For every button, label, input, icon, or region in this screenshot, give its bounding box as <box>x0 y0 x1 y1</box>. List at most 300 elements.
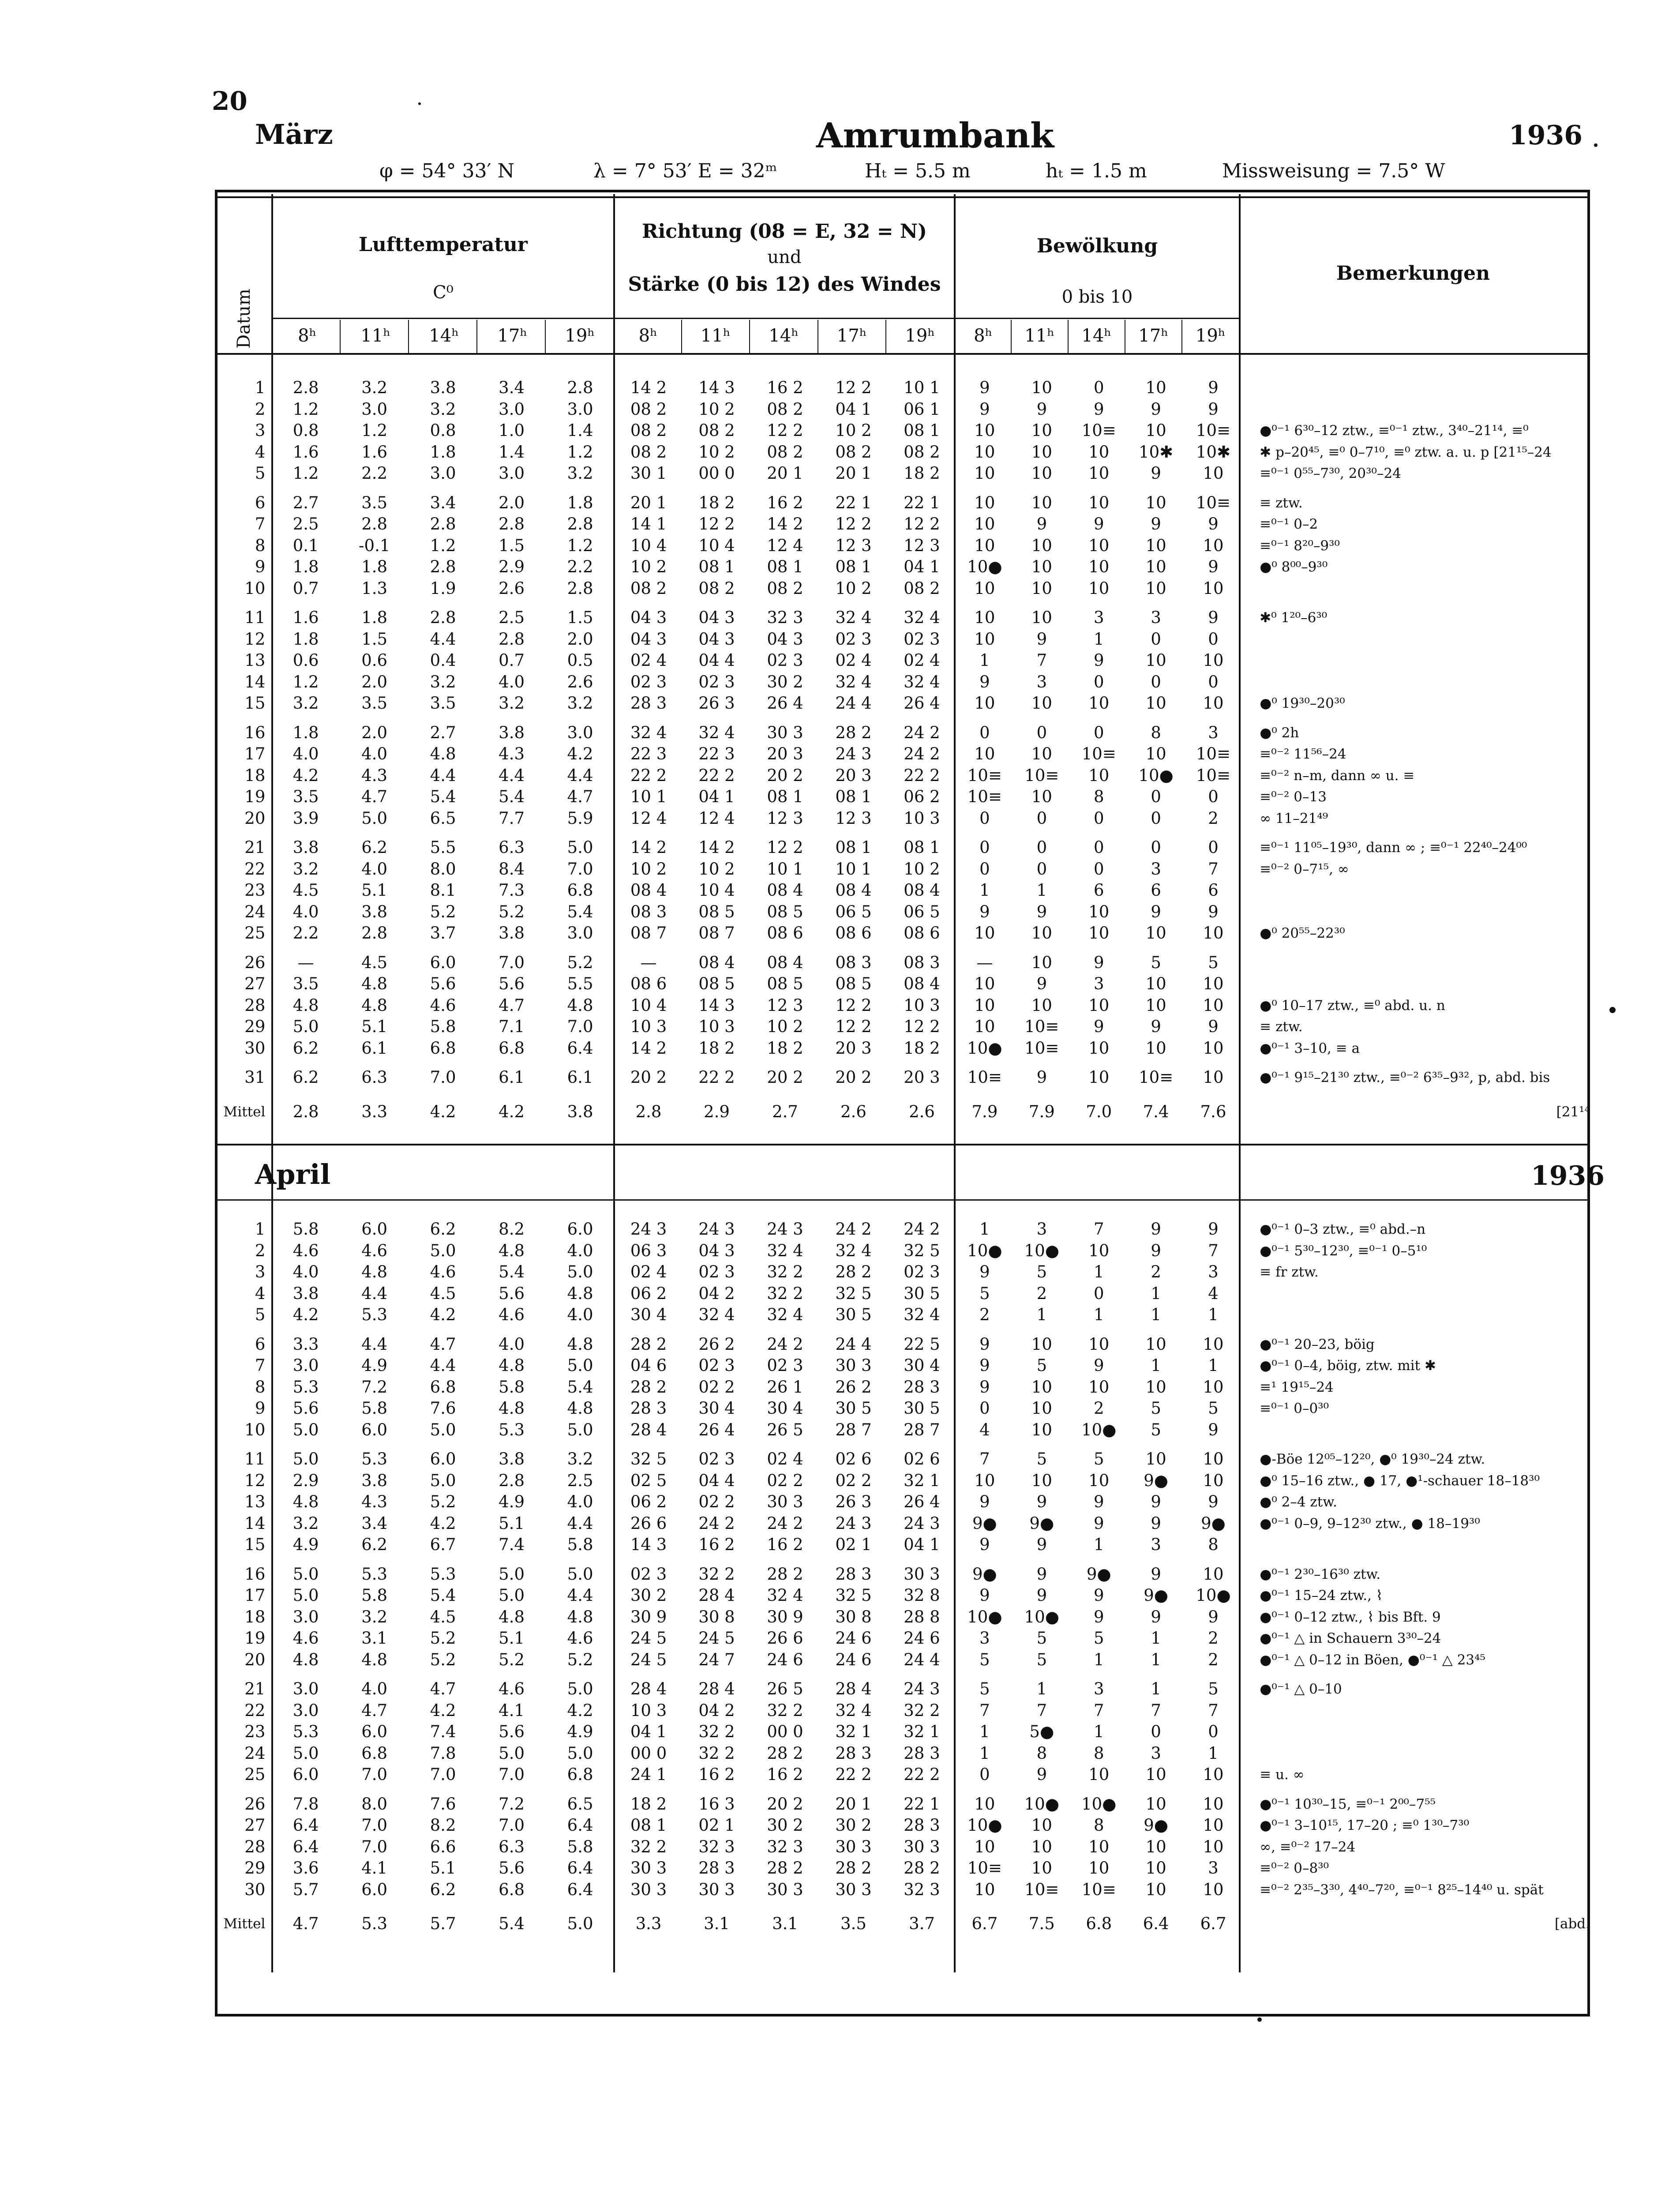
date-cell: 25 <box>244 1765 266 1784</box>
cloudiness-cell: 1 <box>1151 1284 1161 1303</box>
date-cell: 16 <box>244 1564 266 1584</box>
table-row <box>216 535 1590 557</box>
temperature-cell: 3.4 <box>499 378 525 397</box>
cloudiness-cell: 9 <box>1208 514 1219 533</box>
cloudiness-cell: 10 <box>1145 651 1166 670</box>
temperature-cell: 7.2 <box>499 1794 525 1814</box>
temperature-cell: 4.8 <box>499 1607 525 1626</box>
cloudiness-cell: 1 <box>1151 1650 1161 1669</box>
wind-cell: 30 3 <box>767 1492 803 1511</box>
temperature-cell: 5.0 <box>430 1420 456 1439</box>
cloudiness-cell: 7.0 <box>1086 1102 1112 1121</box>
wind-cell: 32 2 <box>698 1743 735 1763</box>
wind-cell: 28 4 <box>630 1420 667 1439</box>
date-cell: 25 <box>244 924 266 943</box>
temperature-cell: 4.0 <box>499 1334 525 1354</box>
table-row <box>216 744 1590 765</box>
temperature-cell: 4.2 <box>292 1305 319 1324</box>
cloudiness-cell: 5 <box>1151 1399 1161 1418</box>
remarks-cell <box>1242 1283 1590 1305</box>
date-cell: 2 <box>255 1241 266 1260</box>
temperature-cell: 7.7 <box>499 808 525 828</box>
cloudiness-cell: 10 <box>1088 1859 1110 1878</box>
wind-cell: 08 6 <box>630 974 667 993</box>
wind-cell: 32 3 <box>767 1837 803 1856</box>
temperature-cell: 4.6 <box>499 1305 525 1324</box>
remarks-cell: ≡⁰⁻¹ 0–2 <box>1260 516 1318 532</box>
wind-cell: 30 5 <box>904 1284 940 1303</box>
month-title-april: April <box>255 1158 331 1190</box>
wind-cell: 2.7 <box>772 1102 798 1121</box>
wind-cell: 30 5 <box>835 1305 872 1324</box>
cloudiness-cell: 10 <box>974 536 995 555</box>
wind-cell: 10 2 <box>698 399 735 419</box>
cloudiness-cell: 9 <box>1093 1356 1104 1375</box>
temperature-cell: 3.0 <box>567 924 593 943</box>
wind-cell: 08 5 <box>767 902 803 921</box>
date-cell: 8 <box>255 1377 266 1397</box>
cloudiness-cell: 10● <box>967 557 1002 576</box>
table-row <box>216 786 1590 808</box>
hour-header: 8ʰ <box>298 326 317 346</box>
remarks-cell <box>1242 672 1590 693</box>
temperature-cell: 5.1 <box>499 1513 525 1533</box>
wind-cell: 04 1 <box>835 399 872 419</box>
cloudiness-cell: 1 <box>1093 1305 1104 1324</box>
table-row <box>216 1334 1590 1356</box>
temperature-cell: 4.8 <box>567 1607 593 1626</box>
temperature-cell: 3.2 <box>361 378 388 397</box>
table-row <box>216 995 1590 1017</box>
date-cell: 28 <box>244 1837 266 1856</box>
wind-cell: 04 1 <box>698 787 735 806</box>
wind-header-line1: Richtung (08 = E, 32 = N) <box>642 220 927 243</box>
wind-cell: 02 3 <box>698 1356 735 1375</box>
temperature-cell: 5.2 <box>567 953 593 972</box>
date-cell: 20 <box>244 1650 266 1669</box>
cloudiness-cell: 9 <box>1036 629 1047 649</box>
remarks-cell <box>1242 578 1590 600</box>
cloudiness-cell: 10 <box>974 442 995 462</box>
temperature-cell: 2.8 <box>499 629 525 649</box>
temperature-cell: 5.4 <box>499 787 525 806</box>
wind-cell: 02 4 <box>767 1449 803 1468</box>
date-cell: 18 <box>244 766 266 785</box>
hour-header: 19ʰ <box>565 326 595 346</box>
temperature-cell: 0.4 <box>430 651 456 670</box>
wind-cell: 08 1 <box>835 557 872 576</box>
wind-cell: 08 5 <box>835 974 872 993</box>
cloudiness-cell: 10 <box>1088 1038 1110 1058</box>
wind-cell: 32 3 <box>767 608 803 627</box>
date-cell: 6 <box>255 493 266 512</box>
wind-cell: 10 2 <box>698 442 735 462</box>
temperature-cell: 4.5 <box>430 1607 456 1626</box>
cloudiness-unit: 0 bis 10 <box>1061 287 1133 307</box>
temperature-cell: 3.6 <box>292 1859 319 1878</box>
cloudiness-cell: 9● <box>1144 1816 1169 1835</box>
wind-cell: 08 2 <box>630 421 667 440</box>
table-row <box>216 556 1590 578</box>
cloudiness-cell: 10 <box>1088 1471 1110 1490</box>
table-row <box>216 693 1590 714</box>
wind-cell: 02 3 <box>835 629 872 649</box>
temperature-cell: 4.9 <box>292 1535 319 1554</box>
wind-cell: 02 3 <box>767 651 803 670</box>
wind-cell: 30 9 <box>630 1607 667 1626</box>
wind-cell: 20 1 <box>835 1794 872 1814</box>
cloudiness-cell: 8 <box>1093 787 1104 806</box>
cloudiness-cell: 9● <box>1029 1513 1054 1533</box>
wind-cell: 04 3 <box>630 629 667 649</box>
wind-cell: 30 3 <box>767 723 803 742</box>
temperature-cell: 3.9 <box>292 808 319 828</box>
temperature-cell: 6.4 <box>567 1816 593 1835</box>
wind-cell: 32 4 <box>698 723 735 742</box>
cloudiness-cell: 10 <box>1088 1334 1110 1354</box>
remarks-cell: ≡⁰⁻² 0–7¹⁵, ∞ <box>1260 861 1349 877</box>
cloudiness-cell: 0 <box>1036 808 1047 828</box>
cloudiness-cell: 10 <box>974 1471 995 1490</box>
temperature-cell: 4.2 <box>430 1305 456 1324</box>
table-row <box>216 463 1590 484</box>
temperature-cell: 6.4 <box>567 1859 593 1878</box>
cloudiness-cell: 10● <box>967 1607 1002 1626</box>
temperature-cell: 6.2 <box>292 1068 319 1087</box>
temperature-cell: 2.2 <box>567 557 593 576</box>
temperature-cell: 5.5 <box>567 974 593 993</box>
temperature-cell: 3.0 <box>292 1607 319 1626</box>
cloudiness-cell: 5 <box>979 1650 990 1669</box>
wind-cell: 00 0 <box>767 1722 803 1741</box>
cloudiness-cell: 10 <box>974 421 995 440</box>
wind-cell: 28 3 <box>630 694 667 713</box>
table-row <box>216 442 1590 463</box>
cloudiness-cell: 3 <box>1208 1859 1219 1878</box>
remarks-cell: ●⁰⁻¹ 20–23, böig <box>1260 1336 1375 1352</box>
cloudiness-cell: 10 <box>1145 1794 1166 1814</box>
date-cell: 30 <box>244 1038 266 1058</box>
wind-cell: 32 4 <box>835 608 872 627</box>
table-row <box>216 765 1590 787</box>
temperature-cell: 1.2 <box>361 421 388 440</box>
remarks-cell: ●⁰ 8⁰⁰–9³⁰ <box>1260 559 1328 575</box>
temperature-cell: 1.8 <box>292 557 319 576</box>
cloudiness-cell: 9 <box>1093 953 1104 972</box>
cloudiness-cell: 9 <box>1208 378 1219 397</box>
cloudiness-cell: 6 <box>1093 881 1104 900</box>
cloudiness-cell: 10● <box>1196 1586 1231 1605</box>
cloudiness-cell: 2 <box>1093 1399 1104 1418</box>
wind-cell: 20 2 <box>835 1068 872 1087</box>
wind-cell: 32 4 <box>904 608 940 627</box>
table-row <box>216 1283 1590 1305</box>
cloudiness-cell: 9 <box>1093 1017 1104 1036</box>
cloudiness-cell: 10 <box>1203 578 1224 598</box>
hour-header: 8ʰ <box>638 326 658 346</box>
cloudiness-cell: 9 <box>1093 651 1104 670</box>
date-cell: 15 <box>244 1535 266 1554</box>
temperature-cell: 3.8 <box>292 1284 319 1303</box>
temperature-cell: 2.8 <box>430 514 456 533</box>
cloudiness-cell: 10 <box>1088 1068 1110 1087</box>
cloudiness-cell: 6.4 <box>1143 1914 1169 1933</box>
cloudiness-cell: 10 <box>1031 1859 1052 1878</box>
cloudiness-cell: 10 <box>1031 578 1052 598</box>
temperature-cell: 4.8 <box>361 1650 388 1669</box>
cloudiness-cell: 10 <box>1145 378 1166 397</box>
temperature-cell: 5.0 <box>292 1743 319 1763</box>
wind-cell: 28 4 <box>835 1679 872 1698</box>
table-row <box>216 1016 1590 1038</box>
cloudiness-cell: 0 <box>979 859 990 879</box>
temperature-cell: 4.6 <box>361 1241 388 1260</box>
cloudiness-cell: 3 <box>1208 723 1219 742</box>
wind-cell: 08 2 <box>767 578 803 598</box>
temperature-cell: 3.2 <box>567 464 593 483</box>
temperature-cell: 5.4 <box>430 1586 456 1605</box>
temperature-cell: 5.1 <box>361 1017 388 1036</box>
wind-cell: 14 2 <box>630 838 667 857</box>
date-cell: 30 <box>244 1880 266 1899</box>
hour-header: 11ʰ <box>700 326 731 346</box>
cloudiness-cell: 10 <box>1203 464 1224 483</box>
cloudiness-cell: 7.5 <box>1028 1914 1055 1933</box>
temperature-cell: 6.1 <box>499 1068 525 1087</box>
cloudiness-cell: 9● <box>972 1513 997 1533</box>
date-cell: 7 <box>255 1356 266 1375</box>
cloudiness-cell: 10 <box>1031 557 1052 576</box>
cloudiness-cell: 10 <box>1145 493 1166 512</box>
table-row <box>216 1240 1590 1262</box>
wind-cell: 30 5 <box>904 1399 940 1418</box>
wind-cell: 18 2 <box>904 464 940 483</box>
temperature-cell: 5.0 <box>567 1914 593 1933</box>
cloudiness-cell: 10 <box>1145 694 1166 713</box>
print-mark <box>1594 143 1598 147</box>
temperature-cell: 6.4 <box>292 1837 319 1856</box>
remarks-cell: ≡⁰⁻² 2³⁵–3³⁰, 4⁴⁰–7²⁰, ≡⁰⁻¹ 8²⁵–14⁴⁰ u. spät <box>1260 1881 1544 1898</box>
wind-cell: 08 4 <box>767 953 803 972</box>
wind-cell: 08 2 <box>698 578 735 598</box>
temperature-cell: — <box>297 953 314 972</box>
station-title: Amrumbank <box>816 116 1054 156</box>
temperature-cell: 6.8 <box>430 1038 456 1058</box>
temperature-cell: 7.3 <box>499 881 525 900</box>
cloudiness-cell: 9 <box>1151 1492 1161 1511</box>
remarks-cell <box>1242 1534 1590 1556</box>
wind-cell: 10 3 <box>630 1017 667 1036</box>
temperature-cell: 3.2 <box>361 1607 388 1626</box>
wind-cell: 32 8 <box>904 1586 940 1605</box>
date-cell: 29 <box>244 1859 266 1878</box>
wind-cell: 04 3 <box>698 1241 735 1260</box>
mittel-label: Mittel <box>223 1916 266 1932</box>
cloudiness-cell: 10 <box>1145 995 1166 1015</box>
wind-cell: 10 1 <box>767 859 803 879</box>
temperature-cell: 6.1 <box>361 1038 388 1058</box>
remarks-cell: ≡⁰⁻² n–m, dann ∞ u. ≡ <box>1260 767 1415 784</box>
cloudiness-cell: 0 <box>1036 723 1047 742</box>
temperature-cell: 6.2 <box>292 1038 319 1058</box>
temperature-cell: 5.9 <box>567 808 593 828</box>
cloudiness-cell: 10 <box>1088 536 1110 555</box>
cloudiness-cell: 1 <box>1093 1722 1104 1741</box>
wind-cell: 08 1 <box>698 557 735 576</box>
temperature-cell: 3.7 <box>430 924 456 943</box>
wind-cell: 30 1 <box>630 464 667 483</box>
table-row <box>216 1262 1590 1283</box>
remarks-cell: ∞, ≡⁰⁻² 17–24 <box>1260 1839 1356 1855</box>
temperature-cell: 6.0 <box>430 1449 456 1468</box>
wind-cell: 24 4 <box>835 1334 872 1354</box>
cloudiness-cell: 1 <box>1151 1679 1161 1698</box>
remarks-cell <box>1242 629 1590 650</box>
wind-cell: 04 1 <box>904 557 940 576</box>
cloudiness-cell: 0 <box>1036 838 1047 857</box>
temperature-cell: 4.8 <box>292 995 319 1015</box>
temperature-cell: 3.4 <box>430 493 456 512</box>
table-row <box>216 1219 1590 1240</box>
temperature-cell: 7.0 <box>499 1765 525 1784</box>
temperature-cell: 5.2 <box>430 1629 456 1648</box>
wind-cell: 14 3 <box>698 995 735 1015</box>
cloudiness-cell: 10 <box>1203 1794 1224 1814</box>
temperature-cell: 5.7 <box>430 1914 456 1933</box>
cloudiness-cell: 10 <box>974 493 995 512</box>
remarks-cell: ≡⁰⁻² 0–13 <box>1260 789 1327 805</box>
temperature-cell: 3.2 <box>292 1513 319 1533</box>
temperature-cell: 7.0 <box>361 1765 388 1784</box>
temperature-cell: 3.3 <box>292 1334 319 1354</box>
cloudiness-cell: 10 <box>1088 766 1110 785</box>
remarks-cell: ●⁰ 15–16 ztw., ● 17, ●¹-schauer 18–18³⁰ <box>1260 1472 1540 1489</box>
wind-cell: 12 3 <box>835 536 872 555</box>
temperature-cell: 5.6 <box>499 1859 525 1878</box>
wind-cell: 04 1 <box>630 1722 667 1741</box>
wind-cell: 30 9 <box>767 1607 803 1626</box>
wind-cell: 10 3 <box>698 1017 735 1036</box>
temperature-cell: 0.7 <box>499 651 525 670</box>
wind-cell: 10 2 <box>630 859 667 879</box>
temperature-cell: 3.8 <box>361 1471 388 1490</box>
wind-cell: 06 2 <box>630 1284 667 1303</box>
temperature-cell: 5.8 <box>567 1837 593 1856</box>
date-cell: 23 <box>244 1722 266 1741</box>
table-row <box>216 1534 1590 1556</box>
cloudiness-cell: 7 <box>1093 1220 1104 1239</box>
temperature-cell: 4.0 <box>567 1305 593 1324</box>
cloudiness-cell: 7 <box>1151 1701 1161 1720</box>
temperature-cell: 5.2 <box>499 902 525 921</box>
wind-cell: 20 1 <box>630 493 667 512</box>
wind-cell: 22 1 <box>835 493 872 512</box>
cloudiness-cell: 2 <box>1208 808 1219 828</box>
cloudiness-cell: 9 <box>1036 1492 1047 1511</box>
wind-cell: 26 4 <box>698 1420 735 1439</box>
temperature-cell: 4.0 <box>361 859 388 879</box>
wind-cell: 10 4 <box>698 536 735 555</box>
wind-cell: 18 2 <box>698 493 735 512</box>
table-row <box>216 808 1590 830</box>
table-row <box>216 880 1590 901</box>
wind-cell: 08 5 <box>698 902 735 921</box>
wind-cell: 24 3 <box>835 744 872 763</box>
cloudiness-cell: 7 <box>1208 1701 1219 1720</box>
wind-cell: 04 3 <box>698 629 735 649</box>
temperature-cell: 4.8 <box>567 1399 593 1418</box>
temperature-cell: 6.2 <box>430 1880 456 1899</box>
air-temperature-unit: C⁰ <box>433 282 454 303</box>
longitude: λ = 7° 53′ E = 32ᵐ <box>593 160 777 182</box>
wind-cell: 24 2 <box>767 1334 803 1354</box>
cloudiness-cell: 9 <box>1036 399 1047 419</box>
wind-cell: 16 2 <box>767 378 803 397</box>
temperature-cell: 7.0 <box>567 1017 593 1036</box>
wind-cell: 02 1 <box>698 1816 735 1835</box>
wind-cell: 10 2 <box>698 859 735 879</box>
date-cell: 14 <box>244 1513 266 1533</box>
temperature-cell: 5.0 <box>292 1017 319 1036</box>
temperature-cell: 5.0 <box>567 1679 593 1698</box>
temperature-cell: 6.8 <box>499 1038 525 1058</box>
temperature-cell: 7.0 <box>567 859 593 879</box>
cloudiness-cell: 10● <box>967 1241 1002 1260</box>
date-cell: 3 <box>255 1262 266 1281</box>
temperature-cell: 0.7 <box>292 578 319 598</box>
temperature-cell: 3.2 <box>430 672 456 691</box>
remarks-cell: ≡ u. ∞ <box>1260 1767 1305 1783</box>
temperature-cell: 6.0 <box>361 1722 388 1741</box>
wind-cell: 12 2 <box>835 378 872 397</box>
wind-cell: 24 6 <box>835 1650 872 1669</box>
wind-cell: 08 4 <box>767 881 803 900</box>
wind-cell: 02 3 <box>904 1262 940 1281</box>
remarks-cell: [21¹⁴ <box>1556 1104 1590 1120</box>
remarks-cell: ●⁰⁻¹ 9¹⁵–21³⁰ ztw., ≡⁰⁻² 6³⁵–9³², p, abd. bis <box>1260 1070 1550 1085</box>
wind-cell: 30 2 <box>630 1586 667 1605</box>
temperature-cell: 6.2 <box>430 1220 456 1239</box>
cloudiness-cell: 10 <box>1203 1471 1224 1490</box>
wind-cell: 28 2 <box>835 723 872 742</box>
cloudiness-cell: 10≡ <box>1081 1880 1116 1899</box>
wind-cell: 02 3 <box>767 1356 803 1375</box>
cloudiness-cell: 10≡ <box>1139 1068 1174 1087</box>
wind-cell: 24 6 <box>904 1629 940 1648</box>
cloudiness-cell: 9 <box>1208 1220 1219 1239</box>
wind-cell: 28 4 <box>698 1586 735 1605</box>
remarks-cell: ●⁰ 19³⁰–20³⁰ <box>1260 695 1345 711</box>
wind-cell: 12 2 <box>904 1017 940 1036</box>
temperature-cell: 4.4 <box>567 1513 593 1533</box>
wind-cell: 02 3 <box>698 1262 735 1281</box>
temperature-cell: 5.1 <box>499 1629 525 1648</box>
remarks-cell: ≡¹ 19¹⁵–24 <box>1260 1379 1334 1395</box>
wind-cell: 2.9 <box>704 1102 730 1121</box>
cloudiness-cell: 5 <box>979 1284 990 1303</box>
wind-cell: 08 4 <box>698 953 735 972</box>
date-cell: 17 <box>244 744 266 763</box>
temperature-cell: 4.8 <box>361 1262 388 1281</box>
wind-cell: 2.6 <box>840 1102 866 1121</box>
cloudiness-cell: 7 <box>979 1449 990 1468</box>
cloudiness-cell: 8 <box>1093 1816 1104 1835</box>
remarks-cell: ●⁰ 2–4 ztw. <box>1260 1494 1337 1510</box>
temperature-cell: 1.5 <box>361 629 388 649</box>
cloudiness-cell: 9 <box>1151 1513 1161 1533</box>
cloudiness-cell: 1 <box>1208 1743 1219 1763</box>
wind-cell: 32 4 <box>767 1586 803 1605</box>
